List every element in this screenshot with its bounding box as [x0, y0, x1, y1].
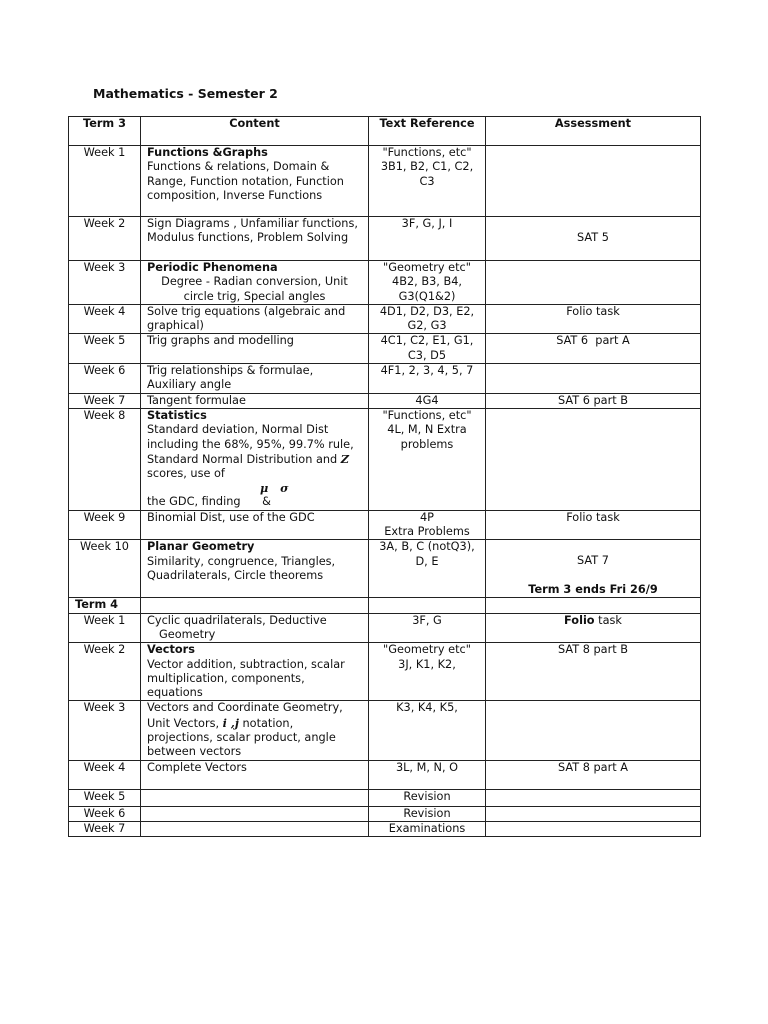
term-end-note: Term 3 ends Fri 26/9 — [528, 582, 658, 596]
content-text: Vectors and Coordinate Geometry, Unit Vectors, — [147, 701, 343, 730]
reference-cell: 4G4 — [369, 393, 486, 408]
table-row — [69, 643, 701, 701]
reference-cell: Revision — [369, 806, 486, 821]
week-cell: Week 5 — [69, 334, 141, 364]
assessment-cell — [486, 701, 701, 760]
content-text: Geometry — [159, 627, 216, 641]
assessment-cell — [486, 364, 701, 394]
reference-cell: 3F, G — [369, 613, 486, 643]
content-text: scores, use of — [147, 467, 225, 481]
table-row — [69, 364, 701, 394]
reference-cell — [369, 510, 486, 540]
topic-heading: Functions &Graphs — [147, 146, 268, 159]
reference-cell: 4D1, D2, D3, E2, G2, G3 — [369, 304, 486, 334]
assessment-cell: SAT 8 part B — [486, 643, 701, 701]
content-cell: Trig relationships & formulae, Auxiliary angle — [141, 364, 369, 394]
content-text: Cyclic quadrilaterals, Deductive — [147, 613, 327, 627]
content-text: Standard deviation, Normal Dist including the 68%, 95%, 99.7% rule, Standard Normal Distribution and — [147, 423, 354, 466]
header-text-reference: Text Reference — [369, 117, 486, 146]
content-cell — [141, 146, 369, 217]
table-row — [69, 510, 701, 540]
z-symbol: Z — [340, 451, 350, 466]
week-cell: Week 4 — [69, 304, 141, 334]
reference-cell: 4F1, 2, 3, 4, 5, 7 — [369, 364, 486, 394]
week-cell: Week 7 — [69, 821, 141, 836]
header-content: Content — [141, 117, 369, 146]
reference-cell: "Functions, etc" 3B1, B2, C1, C2, C3 — [369, 146, 486, 217]
page-title: Mathematics - Semester 2 — [93, 86, 278, 101]
reference-cell: Examinations — [369, 821, 486, 836]
content-text: Similarity, congruence, Triangles, Quadrilaterals, Circle theorems — [147, 554, 336, 582]
week-cell: Week 9 — [69, 510, 141, 540]
table-row — [69, 760, 701, 789]
assessment-cell — [486, 789, 701, 806]
assessment-cell — [486, 821, 701, 836]
topic-heading: Periodic Phenomena — [147, 261, 278, 274]
assessment-cell: SAT 8 part A — [486, 760, 701, 789]
content-cell — [141, 540, 369, 598]
table-row — [69, 806, 701, 821]
content-text: the GDC, finding — [147, 495, 241, 509]
content-cell — [141, 789, 369, 806]
content-cell — [141, 613, 369, 643]
reference-cell: "Functions, etc" 4L, M, N Extra problems — [369, 408, 486, 510]
week-cell: Week 10 — [69, 540, 141, 598]
content-cell: Binomial Dist, use of the GDC — [141, 510, 369, 540]
table-row — [69, 701, 701, 760]
content-text: Functions & relations, Domain & Range, Function notation, Function composition, Inverse Functions — [147, 160, 344, 202]
assessment-text: SAT 5 — [577, 231, 609, 244]
content-cell — [141, 643, 369, 701]
content-cell: Sign Diagrams , Unfamiliar functions, Modulus functions, Problem Solving — [141, 217, 369, 261]
assessment-cell — [486, 146, 701, 217]
week-cell: Week 3 — [69, 261, 141, 305]
content-cell — [141, 701, 369, 760]
unit-vector-symbols: i ,j — [222, 715, 239, 730]
assessment-text: SAT 7 — [577, 554, 609, 568]
header-assessment: Assessment — [486, 117, 701, 146]
week-cell: Week 6 — [69, 364, 141, 394]
topic-heading: Vectors — [147, 643, 195, 657]
content-text: Vector addition, subtraction, scalar multiplication, components, equations — [147, 657, 345, 700]
content-cell — [141, 806, 369, 821]
table-row — [69, 393, 701, 408]
term-label: Term 4 — [69, 598, 141, 613]
topic-heading: Statistics — [147, 408, 207, 422]
content-cell: Solve trig equations (algebraic and graphical) — [141, 304, 369, 334]
reference-text: Extra Problems — [384, 525, 470, 539]
assessment-cell — [486, 261, 701, 305]
content-cell: Tangent formulae — [141, 393, 369, 408]
ampersand-text: & — [262, 495, 271, 509]
reference-cell: Revision — [369, 789, 486, 806]
content-cell — [141, 408, 369, 510]
content-cell — [141, 821, 369, 836]
week-cell: Week 2 — [69, 643, 141, 701]
week-cell: Week 7 — [69, 393, 141, 408]
mu-symbol: μ — [260, 481, 269, 496]
week-cell: Week 6 — [69, 806, 141, 821]
content-text: Degree - Radian conversion, Unit circle trig, Special angles — [161, 275, 348, 303]
table-row — [69, 613, 701, 643]
assessment-text-bold: Folio — [564, 613, 595, 627]
sigma-symbol: σ — [280, 481, 289, 496]
reference-text: 4P — [420, 510, 434, 524]
week-cell: Week 1 — [69, 146, 141, 217]
table-row — [69, 334, 701, 364]
week-cell: Week 2 — [69, 217, 141, 261]
table-row — [69, 540, 701, 598]
assessment-cell: Folio task — [486, 304, 701, 334]
assessment-cell: SAT 6 part B — [486, 393, 701, 408]
assessment-cell — [486, 408, 701, 510]
table-row — [69, 408, 701, 510]
table-row — [69, 146, 701, 217]
term-label-row — [69, 598, 701, 613]
table-row — [69, 217, 701, 261]
assessment-cell — [486, 806, 701, 821]
reference-cell: K3, K4, K5, — [369, 701, 486, 760]
week-cell: Week 5 — [69, 789, 141, 806]
assessment-cell — [486, 540, 701, 598]
mu-sigma-symbols — [147, 481, 362, 495]
table-row — [69, 789, 701, 806]
content-cell: Complete Vectors — [141, 760, 369, 789]
table-header-row — [69, 117, 701, 146]
reference-cell: 3F, G, J, I — [369, 217, 486, 261]
table-row — [69, 261, 701, 305]
header-term: Term 3 — [69, 117, 141, 146]
week-cell: Week 8 — [69, 408, 141, 510]
reference-cell: 4C1, C2, E1, G1, C3, D5 — [369, 334, 486, 364]
assessment-cell — [486, 613, 701, 643]
assessment-cell: Folio task — [486, 510, 701, 540]
reference-cell: "Geometry etc" 3J, K1, K2, — [369, 643, 486, 701]
assessment-cell: SAT 6 part A — [486, 334, 701, 364]
topic-heading: Planar Geometry — [147, 540, 255, 554]
table-row — [69, 304, 701, 334]
week-cell: Week 1 — [69, 613, 141, 643]
week-cell: Week 3 — [69, 701, 141, 760]
assessment-cell — [486, 217, 701, 261]
assessment-text: task — [594, 613, 622, 627]
content-text: notation, projections, scalar product, angle between vectors — [147, 716, 336, 759]
reference-cell: 3A, B, C (notQ3), D, E — [369, 540, 486, 598]
schedule-table — [68, 116, 701, 837]
reference-cell: 3L, M, N, O — [369, 760, 486, 789]
week-cell: Week 4 — [69, 760, 141, 789]
table-row — [69, 821, 701, 836]
content-cell — [141, 261, 369, 305]
content-cell: Trig graphs and modelling — [141, 334, 369, 364]
reference-cell: "Geometry etc" 4B2, B3, B4, G3(Q1&2) — [369, 261, 486, 305]
